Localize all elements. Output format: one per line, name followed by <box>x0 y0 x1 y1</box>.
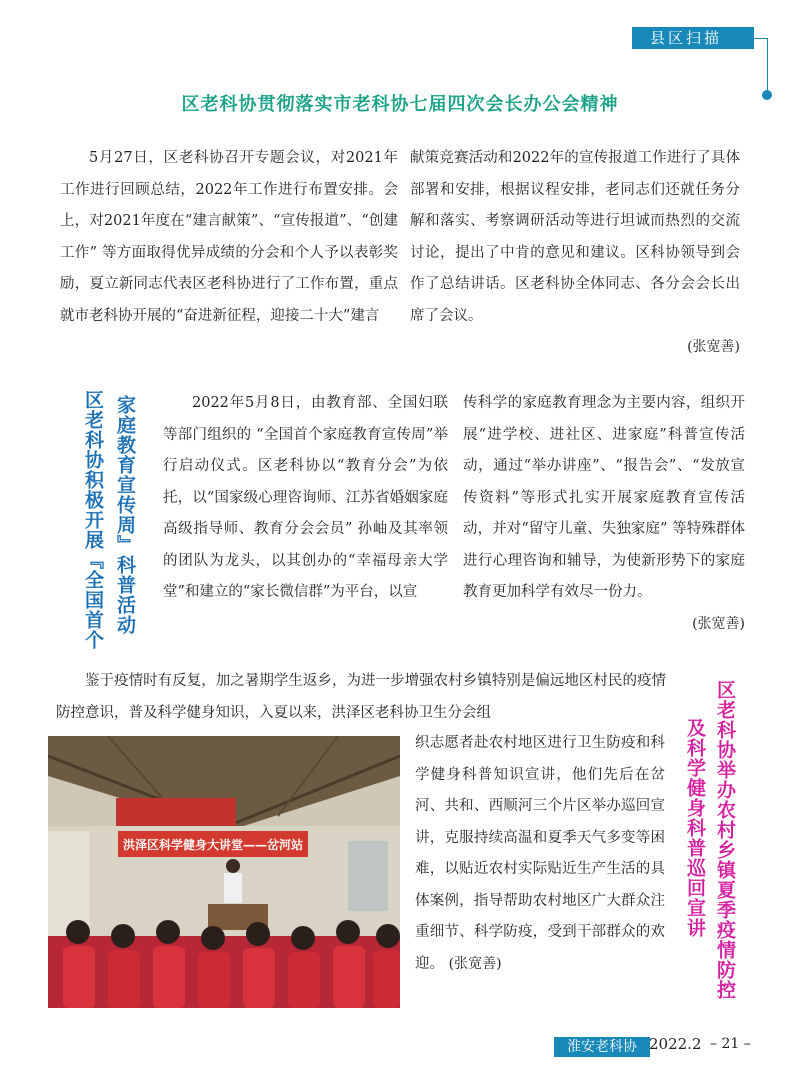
article2-col2 <box>463 388 745 640</box>
article1-col1-text: 5月27日，区老科协召开专题会议，对2021年工作进行回顾总结，2022年工作进行布置安排。会上，对2021年度在“建言献策”、“宣传报道”、“创建工作” 等方面取得优异成绩的分会和个人予以表彰奖励，夏立新同志代表区老科协进行了工作布置，重点就市老科协开展的“奋进新征程，迎接二十大”建言 <box>60 150 398 324</box>
article1-title: 区老科协贯彻落实市老科协七届四次会长办公会精神 <box>181 94 619 115</box>
tab-connector-line <box>754 38 768 39</box>
section-tab: 县区扫描 <box>632 27 754 49</box>
magazine-name: 淮安老科协 <box>554 1037 650 1057</box>
issue-number: 2022.2 <box>649 1035 702 1053</box>
article3-title-line1: 区老科协举办农村乡镇夏季疫情防控 <box>714 680 736 1000</box>
tab-dot <box>762 90 772 100</box>
event-photo <box>48 736 400 1008</box>
article2-col1 <box>163 388 448 609</box>
article2-title-line2: 区老科协积极开展『全国首个 <box>82 390 104 650</box>
page-number: – 21 – <box>710 1036 751 1052</box>
article3-intro <box>56 666 666 729</box>
article1-col1 <box>60 143 398 332</box>
article1-author: (张宽善) <box>687 339 740 355</box>
article3-col-text: 织志愿者赴农村地区进行卫生防疫和科学健身科普知识宣讲，他们先后在岔河、共和、西顺河三个片区举办巡回宣讲，克服持续高温和夏季天气多变等困难，以贴近农村实际贴近生产生活的具体案例，指导帮助农村地区广大群众注重细节、科学防疫，受到干部群众的欢迎。 <box>415 735 665 972</box>
article2-title-line1: 家庭教育宣传周』科普活动 <box>114 395 136 635</box>
article2-col1-text: 2022年5月8日，由教育部、全国妇联等部门组织的 “全国首个家庭教育宣传周”举行启动仪式。区老科协以“教育分会”为依托，以“国家级心理咨询师、江苏省婚姻家庭高级指导师、教育分会会员” 孙岫及其率领的团队为龙头，以其创办的“幸福母亲大学堂”和建立的“家长微信群”为平台，以宣 <box>163 395 448 600</box>
article2-col2-text: 传科学的家庭教育理念为主要内容，组织开展“进学校、进社区、进家庭”科普宣传活动，通过“举办讲座”、“报告会”、“发放宣传资料”等形式扎实开展家庭教育宣传活动，并对“留守儿童、失独家庭” 等特殊群体进行心理咨询和辅导，为使新形势下的家庭教育更加科学有效尽一份力。 <box>463 395 745 600</box>
article3-title-line2: 及科学健身科普巡回宣讲 <box>684 718 706 938</box>
article1-col2 <box>410 143 740 364</box>
article3-col <box>415 728 665 980</box>
article2-author: (张宽善) <box>692 615 745 632</box>
article1-col2-text: 献策竞赛活动和2022年的宣传报道工作进行了具体部署和安排，根据议程安排，老同志们还就任务分解和落实、考察调研活动等进行坦诚而热烈的交流讨论，提出了中肯的意见和建议。区科协领导到会作了总结讲话。区老科协全体同志、各分会会长出席了会议。 <box>410 150 740 324</box>
article3-author: (张宽善) <box>448 955 502 972</box>
photo-banner-text: 洪泽区科学健身大讲堂——岔河站 <box>122 838 304 852</box>
tab-connector-vertical <box>767 38 768 93</box>
article3-intro-text: 鉴于疫情时有反复，加之暑期学生返乡，为进一步增强农村乡镇特别是偏远地区村民的疫情防控意识，普及科学健身知识，入夏以来，洪泽区老科协卫生分会组 <box>56 673 666 721</box>
